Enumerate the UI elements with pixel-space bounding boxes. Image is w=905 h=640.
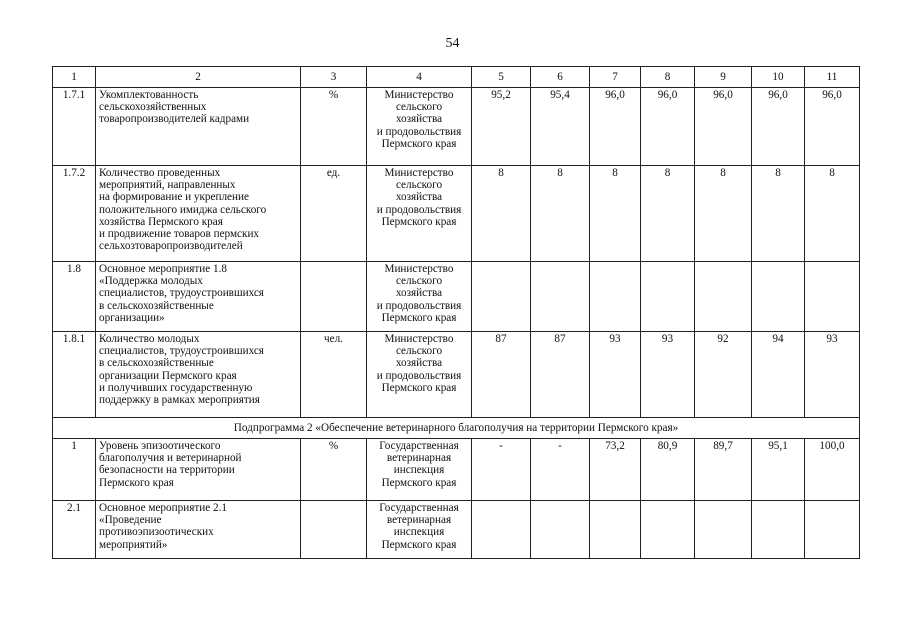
responsible-org-cell: Министерство сельского хозяйства и продовольствия Пермского края: [367, 88, 472, 166]
table-row: [53, 501, 860, 559]
column-header: 3: [301, 67, 367, 88]
value-cell: 95,4: [531, 88, 590, 166]
column-header: 8: [641, 67, 695, 88]
value-cell: [531, 262, 590, 332]
indicator-name-cell: Основное мероприятие 2.1 «Проведение противоэпизоотических мероприятий»: [96, 501, 301, 559]
value-cell: 80,9: [641, 439, 695, 501]
value-cell: [695, 501, 752, 559]
column-header: 9: [695, 67, 752, 88]
value-cell: 100,0: [805, 439, 860, 501]
indicator-name-cell: Укомплектованность сельскохозяйственных товаропроизводителей кадрами: [96, 88, 301, 166]
responsible-org-cell: Министерство сельского хозяйства и продовольствия Пермского края: [367, 332, 472, 418]
value-cell: [472, 262, 531, 332]
value-cell: 96,0: [805, 88, 860, 166]
row-number-cell: 1.7.1: [53, 88, 96, 166]
value-cell: 96,0: [590, 88, 641, 166]
value-cell: -: [472, 439, 531, 501]
value-cell: 95,2: [472, 88, 531, 166]
column-header: 7: [590, 67, 641, 88]
value-cell: [695, 262, 752, 332]
unit-cell: ед.: [301, 166, 367, 262]
value-cell: 8: [695, 166, 752, 262]
row-number-cell: 2.1: [53, 501, 96, 559]
page-number: 54: [445, 36, 460, 51]
row-number-cell: 1.7.2: [53, 166, 96, 262]
unit-cell: [301, 501, 367, 559]
value-cell: 93: [590, 332, 641, 418]
value-cell: 93: [641, 332, 695, 418]
unit-cell: %: [301, 439, 367, 501]
value-cell: [641, 501, 695, 559]
column-header: 2: [96, 67, 301, 88]
value-cell: [641, 262, 695, 332]
subprogram-title: Подпрограмма 2 «Обеспечение ветеринарного благополучия на территории Пермского края»: [53, 418, 860, 439]
value-cell: 94: [752, 332, 805, 418]
value-cell: [805, 501, 860, 559]
value-cell: [805, 262, 860, 332]
value-cell: 96,0: [641, 88, 695, 166]
table-row: [53, 88, 860, 166]
value-cell: 87: [531, 332, 590, 418]
value-cell: 87: [472, 332, 531, 418]
value-cell: 89,7: [695, 439, 752, 501]
value-cell: 93: [805, 332, 860, 418]
value-cell: 96,0: [695, 88, 752, 166]
responsible-org-cell: Государственная ветеринарная инспекция Пермского края: [367, 439, 472, 501]
value-cell: [590, 501, 641, 559]
column-header: 1: [53, 67, 96, 88]
column-header: 10: [752, 67, 805, 88]
column-header: 5: [472, 67, 531, 88]
row-number-cell: 1: [53, 439, 96, 501]
value-cell: 8: [805, 166, 860, 262]
value-cell: -: [531, 439, 590, 501]
responsible-org-cell: Министерство сельского хозяйства и продовольствия Пермского края: [367, 166, 472, 262]
value-cell: 96,0: [752, 88, 805, 166]
value-cell: [531, 501, 590, 559]
row-number-cell: 1.8.1: [53, 332, 96, 418]
table-row: [53, 166, 860, 262]
value-cell: [752, 262, 805, 332]
value-cell: [752, 501, 805, 559]
value-cell: 95,1: [752, 439, 805, 501]
value-cell: 73,2: [590, 439, 641, 501]
value-cell: [472, 501, 531, 559]
column-header: 4: [367, 67, 472, 88]
indicator-name-cell: Уровень эпизоотического благополучия и ветеринарной безопасности на территории Пермского края: [96, 439, 301, 501]
unit-cell: чел.: [301, 332, 367, 418]
value-cell: 92: [695, 332, 752, 418]
indicators-table: [52, 66, 860, 559]
column-number-header-row: [53, 67, 860, 88]
value-cell: 8: [472, 166, 531, 262]
indicator-name-cell: Количество проведенных мероприятий, направленных на формирование и укрепление положительного имиджа сельского хозяйства Пермского края и продвижение товаров пермских сельхозтоваропроизводителей: [96, 166, 301, 262]
value-cell: [590, 262, 641, 332]
column-header: 11: [805, 67, 860, 88]
value-cell: 8: [752, 166, 805, 262]
unit-cell: %: [301, 88, 367, 166]
unit-cell: [301, 262, 367, 332]
indicator-name-cell: Количество молодых специалистов, трудоустроившихся в сельскохозяйственные организации Пермского края и получивших государственную поддержку в рамках мероприятия: [96, 332, 301, 418]
responsible-org-cell: Государственная ветеринарная инспекция Пермского края: [367, 501, 472, 559]
column-header: 6: [531, 67, 590, 88]
indicator-name-cell: Основное мероприятие 1.8 «Поддержка молодых специалистов, трудоустроившихся в сельскохозяйственные организации»: [96, 262, 301, 332]
value-cell: 8: [590, 166, 641, 262]
table-row: [53, 439, 860, 501]
responsible-org-cell: Министерство сельского хозяйства и продовольствия Пермского края: [367, 262, 472, 332]
value-cell: 8: [641, 166, 695, 262]
value-cell: 8: [531, 166, 590, 262]
row-number-cell: 1.8: [53, 262, 96, 332]
table-row: [53, 332, 860, 418]
table-row: [53, 262, 860, 332]
subprogram-header-row: [53, 418, 860, 439]
